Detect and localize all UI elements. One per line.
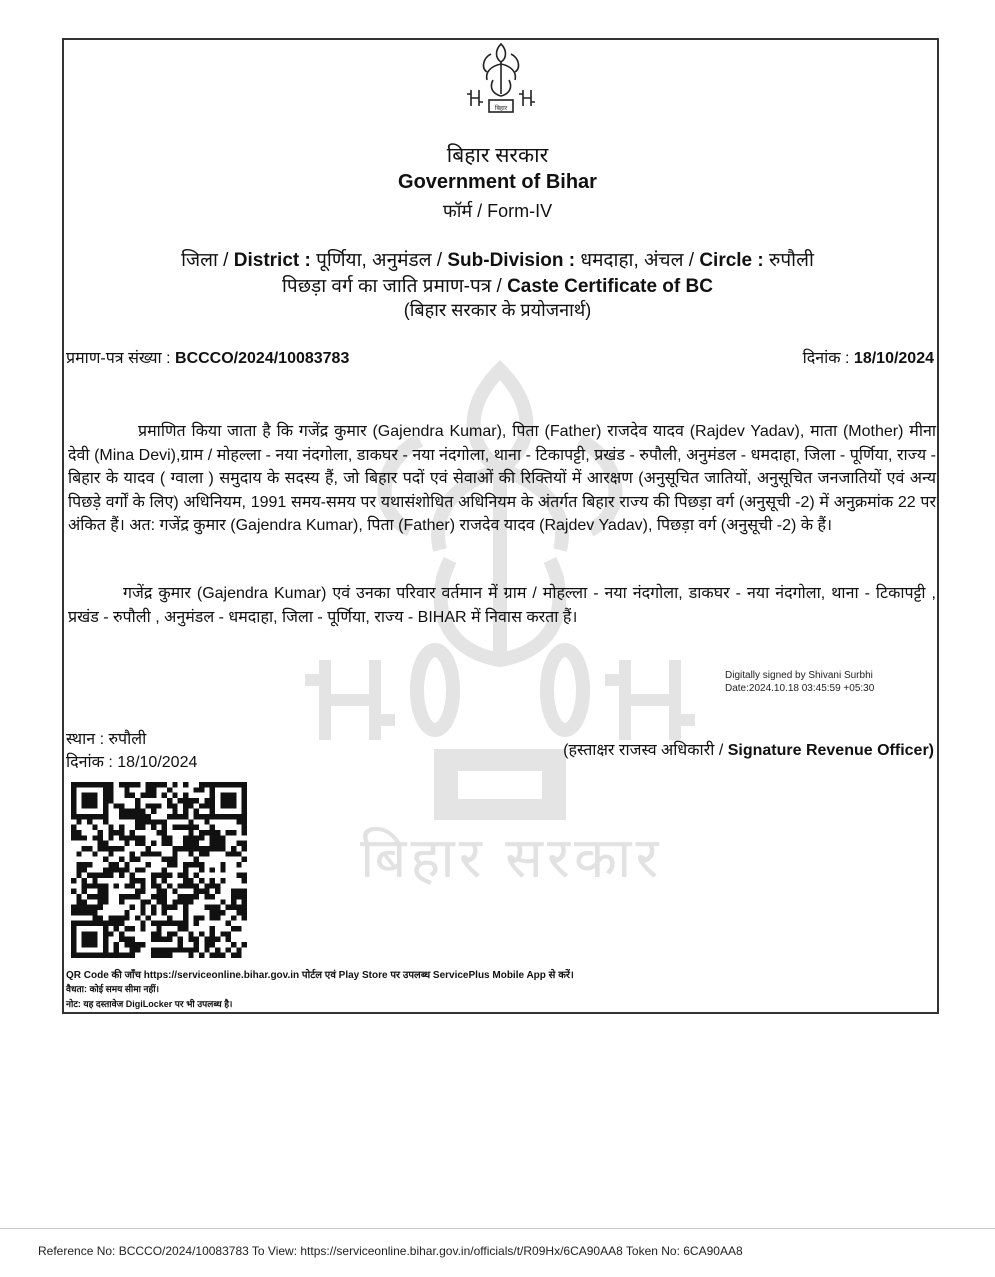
certificate-number <box>66 346 349 368</box>
certificate-title-english: Caste Certificate of BC <box>507 276 713 297</box>
certificate-title-hindi: पिछड़ा वर्ग का जाति प्रमाण-पत्र / <box>282 276 508 297</box>
certificate-date <box>803 346 934 368</box>
validity-note: वैधता: कोई समय सीमा नहीं। <box>66 984 159 994</box>
form-label: फॉर्म / Form-IV <box>442 201 553 221</box>
digilocker-note: नोट: यह दस्तावेज DigiLocker पर भी उपलब्ध है। <box>66 999 233 1009</box>
header-english-government: Government of Bihar <box>398 171 597 193</box>
digital-signature-date: Date:2024.10.18 03:45:59 +05:30 <box>725 683 875 694</box>
district-line <box>0 246 995 272</box>
circle-label: Circle : <box>699 250 764 271</box>
subdivision-value: धमदाहा, अंचल / <box>575 250 700 271</box>
district-label: District : <box>233 250 311 271</box>
certificate-date-label: दिनांक : <box>802 350 854 367</box>
district-value: पूर्णिया, अनुमंडल / <box>310 250 448 271</box>
watermark-text: बिहार सरकार <box>360 826 663 889</box>
footer-divider <box>0 1228 995 1229</box>
qr-check-note: QR Code की जाँच https://serviceonline.bihar.gov.in पोर्टल एवं Play Store पर उपलब्ध ServicePlus Mobile App से करें। <box>66 970 574 981</box>
issue-date: दिनांक : 18/10/2024 <box>66 754 198 771</box>
certificate-title <box>0 272 995 298</box>
certificate-date-value: 18/10/2024 <box>853 350 934 367</box>
svg-text:बिहार: बिहार <box>494 105 508 112</box>
circle-value: रुपौली <box>763 250 814 271</box>
signature-label-hindi: (हस्ताक्षर राजस्व अधिकारी / <box>563 742 728 759</box>
certificate-body-paragraph-2: गजेंद्र कुमार (Gajendra Kumar) एवं उनका परिवार वर्तमान में ग्राम / मोहल्ला - नया नंदगोला, डाकघर - नया नंदगोला, थाना - टिकापट्टी , प्रखंड - रुपौली , अनुमंडल - धमदाहा, जिला - पूर्णिया, राज्य - BIHAR में निवास करता हैं। <box>68 585 936 626</box>
certificate-purpose: (बिहार सरकार के प्रयोजनार्थ) <box>403 300 592 320</box>
subdivision-label: Sub-Division : <box>447 250 576 271</box>
issue-place: स्थान : रुपौली <box>66 731 147 748</box>
district-prefix: जिला / <box>181 250 234 271</box>
signature-label-english: Signature Revenue Officer) <box>727 742 934 759</box>
certificate-number-label: प्रमाण-पत्र संख्या : <box>66 350 176 367</box>
digital-signature-block <box>725 669 874 695</box>
qr-code <box>71 782 247 958</box>
certificate-body-paragraph-1: प्रमाणित किया जाता है कि गजेंद्र कुमार (Gajendra Kumar), पिता (Father) राजदेव यादव (Rajdev Yadav), माता (Mother) मीना देवी (Mina Devi),ग्राम / मोहल्ला - नया नंदगोला, डाकघर - नया नंदगोला, थाना - टिकापट्टी, प्रखंड - रुपौली, अनुमंडल - धमदाहा, जिला - पूर्णिया, राज्य - बिहार के यादव ( ग्वाला ) समुदाय के सदस्य हैं, जो बिहार पदों एवं सेवाओं की रिक्तियों में आरक्षण (अनुसूचित जातियों, अनुसूचित जनजातियों एवं अन्य पिछड़े वर्गों के लिए) अधिनियम, 1991 समय-समय पर यथासंशोधित अधिनियम के अंतर्गत बिहार राज्य की पिछड़ा वर्ग (अनुसूची -2) में अनुक्रमांक 22 पर अंकित हैं। अत: गजेंद्र कुमार (Gajendra Kumar), पिता (Father) राजदेव यादव (Rajdev Yadav), पिछड़ा वर्ग (अनुसूची -2) के हैं। <box>68 423 936 534</box>
certificate-number-value: BCCCO/2024/10083783 <box>175 350 350 367</box>
digital-signature-signer: Digitally signed by Shivani Surbhi <box>725 670 873 681</box>
bihar-emblem-icon <box>465 40 537 116</box>
signature-label <box>563 738 934 760</box>
header-hindi-government: बिहार सरकार <box>446 144 549 167</box>
footer-reference: Reference No: BCCCO/2024/10083783 To View: https://serviceonline.bihar.gov.in/officials/t/R09Hx/6CA90AA8 Token No: 6CA90AA8 <box>38 1244 743 1258</box>
